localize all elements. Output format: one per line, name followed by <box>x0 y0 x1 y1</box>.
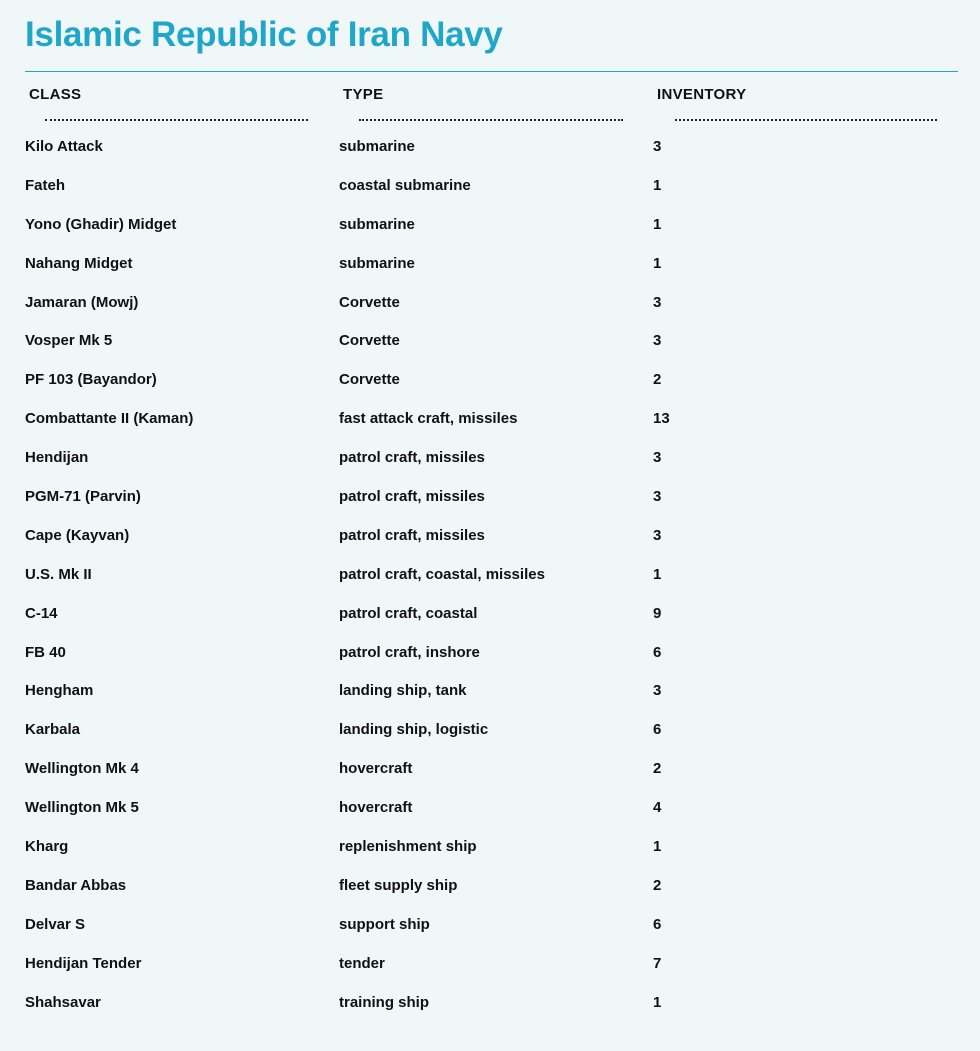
dotted-separator-type <box>359 119 623 121</box>
type-cell: landing ship, tank <box>339 682 467 700</box>
inventory-cell: 7 <box>653 954 662 972</box>
class-cell: Fateh <box>25 176 66 194</box>
inventory-cell: 3 <box>653 332 662 350</box>
inventory-cell: 3 <box>653 449 662 467</box>
type-cell: replenishment ship <box>339 838 477 856</box>
type-cell: landing ship, logistic <box>339 721 489 739</box>
inventory-cell: 1 <box>653 565 662 583</box>
type-cell: fast attack craft, missiles <box>339 410 518 428</box>
inventory-cell: 1 <box>653 254 662 272</box>
class-cell: Vosper Mk 5 <box>25 332 113 350</box>
class-cell: Yono (Ghadir) Midget <box>25 215 177 233</box>
class-cell: Jamaran (Mowj) <box>25 293 139 311</box>
class-cell: PGM-71 (Parvin) <box>25 488 141 506</box>
table-row <box>0 749 980 788</box>
class-cell: PF 103 (Bayandor) <box>25 371 157 389</box>
type-cell: patrol craft, missiles <box>339 449 485 467</box>
class-cell: Hendijan Tender <box>25 954 142 972</box>
inventory-cell: 6 <box>653 915 662 933</box>
table-row <box>0 166 980 205</box>
table-row <box>0 866 980 905</box>
inventory-cell: 2 <box>653 760 662 778</box>
class-cell: Kilo Attack <box>25 138 103 155</box>
inventory-cell: 1 <box>653 993 662 1011</box>
table-row <box>0 205 980 244</box>
class-cell: Shahsavar <box>25 993 101 1011</box>
table-row <box>0 127 980 166</box>
class-cell: Combattante II (Kaman) <box>25 410 194 428</box>
class-cell: Cape (Kayvan) <box>25 526 130 544</box>
title-divider <box>25 71 958 72</box>
class-cell: U.S. Mk II <box>25 565 92 583</box>
inventory-cell: 2 <box>653 371 662 389</box>
class-cell: Hengham <box>25 682 94 700</box>
type-cell: hovercraft <box>339 760 413 778</box>
table-row <box>0 516 980 555</box>
inventory-cell: 6 <box>653 721 662 739</box>
type-cell: coastal submarine <box>339 176 471 194</box>
inventory-cell: 9 <box>653 604 662 622</box>
class-cell: Kharg <box>25 838 69 856</box>
dotted-separator-inventory <box>675 119 937 121</box>
inventory-cell: 1 <box>653 176 662 194</box>
table-row <box>0 283 980 322</box>
type-cell: Corvette <box>339 332 400 350</box>
table-row <box>0 788 980 827</box>
type-cell: Corvette <box>339 293 400 311</box>
class-cell: C-14 <box>25 604 58 622</box>
column-header-type: TYPE <box>343 86 384 103</box>
table-row <box>0 477 980 516</box>
table-row <box>0 321 980 360</box>
inventory-cell: 1 <box>653 838 662 856</box>
type-cell: patrol craft, coastal <box>339 604 478 622</box>
class-cell: Hendijan <box>25 449 89 467</box>
type-cell: patrol craft, missiles <box>339 488 485 506</box>
inventory-cell: 3 <box>653 293 662 311</box>
table-row <box>0 555 980 594</box>
class-cell: Karbala <box>25 721 81 739</box>
class-cell: FB 40 <box>25 643 66 661</box>
class-cell: Wellington Mk 5 <box>25 799 139 817</box>
table-row <box>0 710 980 749</box>
type-cell: submarine <box>339 138 415 155</box>
class-cell: Bandar Abbas <box>25 876 127 894</box>
inventory-cell: 3 <box>653 488 662 506</box>
inventory-cell: 3 <box>653 138 662 155</box>
table-row <box>0 244 980 283</box>
inventory-cell: 3 <box>653 526 662 544</box>
inventory-cell: 1 <box>653 215 662 233</box>
table-row <box>0 983 980 1022</box>
type-cell: support ship <box>339 915 430 933</box>
inventory-cell: 2 <box>653 876 662 894</box>
column-header-inventory: INVENTORY <box>657 86 747 103</box>
table-row <box>0 360 980 399</box>
table-row <box>0 438 980 477</box>
table-row <box>0 594 980 633</box>
inventory-cell: 6 <box>653 643 662 661</box>
inventory-cell: 13 <box>653 410 670 428</box>
type-cell: submarine <box>339 254 415 272</box>
type-cell: patrol craft, coastal, missiles <box>339 565 545 583</box>
type-cell: submarine <box>339 215 415 233</box>
class-cell: Nahang Midget <box>25 254 133 272</box>
type-cell: patrol craft, inshore <box>339 643 480 661</box>
type-cell: training ship <box>339 993 429 1011</box>
inventory-cell: 4 <box>653 799 662 817</box>
table-row <box>0 671 980 710</box>
type-cell: Corvette <box>339 371 400 389</box>
class-cell: Wellington Mk 4 <box>25 760 139 778</box>
type-cell: fleet supply ship <box>339 876 458 894</box>
page-title: Islamic Republic of Iran Navy <box>25 15 503 54</box>
table-row <box>0 633 980 672</box>
column-header-class: CLASS <box>29 86 82 103</box>
table-row <box>0 944 980 983</box>
type-cell: tender <box>339 954 385 972</box>
inventory-table-body <box>0 127 980 1021</box>
dotted-separator-class <box>45 119 308 121</box>
inventory-cell: 3 <box>653 682 662 700</box>
table-row <box>0 905 980 944</box>
type-cell: patrol craft, missiles <box>339 526 485 544</box>
class-cell: Delvar S <box>25 915 86 933</box>
table-row <box>0 827 980 866</box>
type-cell: hovercraft <box>339 799 413 817</box>
table-row <box>0 399 980 438</box>
